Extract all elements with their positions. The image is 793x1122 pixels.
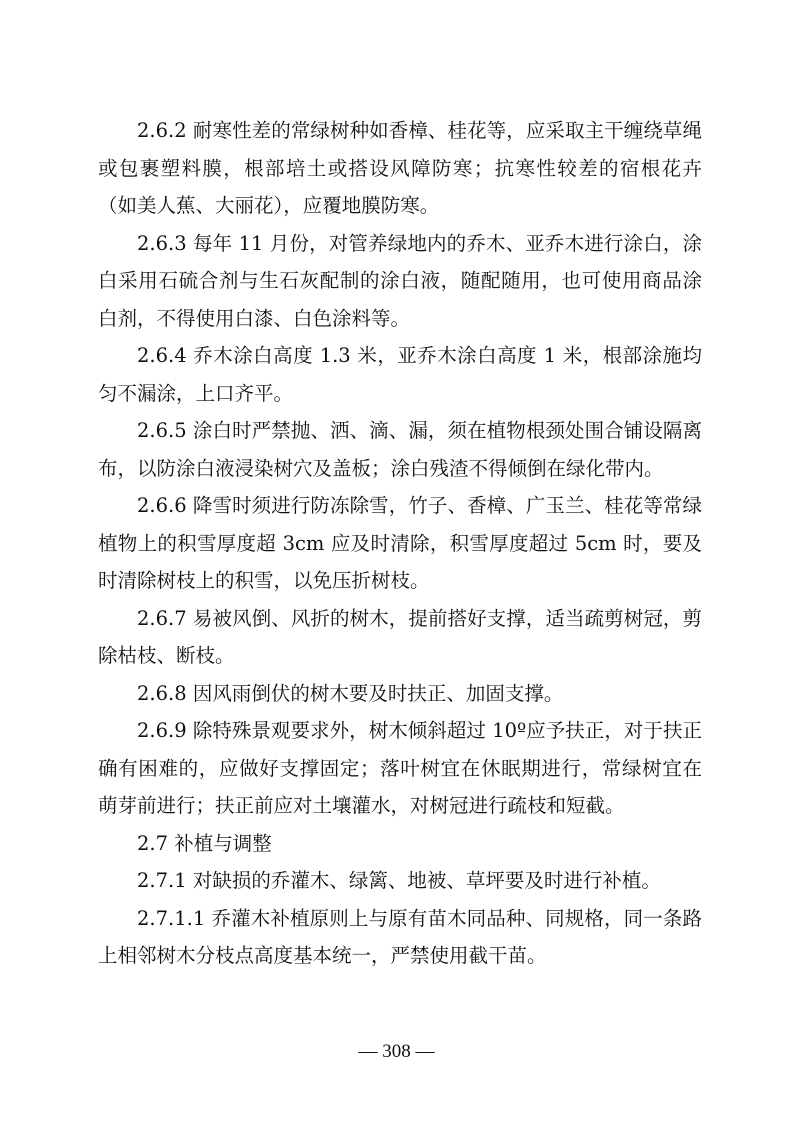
paragraph-2-6-3: 2.6.3 每年 11 月份，对管养绿地内的乔木、亚乔木进行涂白，涂白采用石硫合剂与生石灰配制的涂白液，随配随用，也可使用商品涂白剂，不得使用白漆、白色涂料等。 [98,231,702,330]
paragraph-2-7-1-1: 2.7.1.1 乔灌木补植原则上与原有苗木同品种、同规格，同一条路上相邻树木分枝点高度基本统一，严禁使用截干苗。 [98,906,702,967]
paragraph-2-6-6: 2.6.6 降雪时须进行防冻除雪，竹子、香樟、广玉兰、桂花等常绿植物上的积雪厚度超 3cm 应及时清除，积雪厚度超过 5cm 时，要及时清除树枝上的积雪，以免压折树枝。 [98,494,702,592]
paragraph-2-7-1: 2.7.1 对缺损的乔灌木、绿篱、地被、草坪要及时进行补植。 [137,869,661,892]
section-heading-2-7: 2.7 补植与调整 [137,831,272,855]
paragraph-2-6-2: 2.6.2 耐寒性差的常绿树种如香樟、桂花等，应采取主干缠绕草绳或包裹塑料膜，根部培土或搭设风障防寒；抗寒性较差的宿根花卉（如美人蕉、大丽花），应覆地膜防寒。 [98,119,702,217]
paragraph-2-6-9: 2.6.9 除特殊景观要求外，树木倾斜超过 10º应予扶正，对于扶正确有困难的，应做好支撑固定；落叶树宜在休眠期进行，常绿树宜在萌芽前进行；扶正前应对土壤灌水，对树冠进行疏枝和短截。 [98,719,702,817]
paragraph-2-6-4: 2.6.4 乔木涂白高度 1.3 米，亚乔木涂白高度 1 米，根部涂施均匀不漏涂，上口齐平。 [98,344,702,405]
paragraph-2-6-7: 2.6.7 易被风倒、风折的树木，提前搭好支撑，适当疏剪树冠，剪除枯枝、断枝。 [98,606,702,667]
paragraph-2-6-8: 2.6.8 因风雨倒伏的树木要及时扶正、加固支撑。 [137,681,564,705]
paragraph-2-6-5: 2.6.5 涂白时严禁抛、洒、滴、漏，须在植物根颈处围合铺设隔离布，以防涂白液浸染树穴及盖板；涂白残渣不得倾倒在绿化带内。 [98,419,702,480]
document-body [98,112,702,975]
page-number: — 308 — [358,1041,435,1062]
